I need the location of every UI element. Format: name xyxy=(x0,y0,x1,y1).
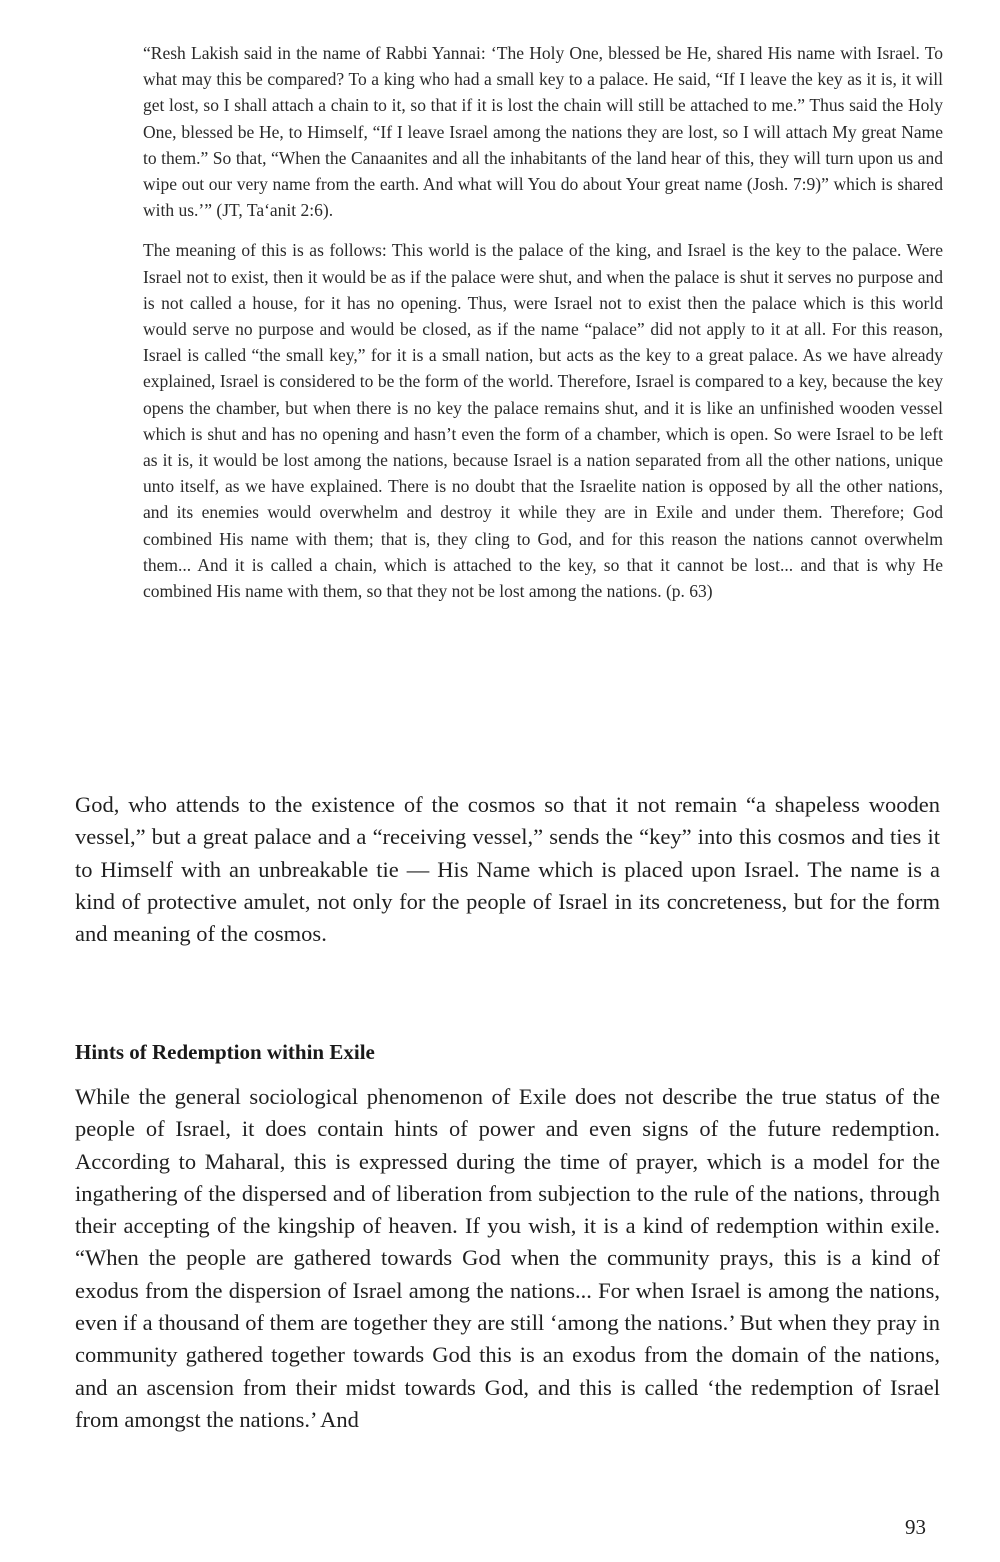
body-paragraph: God, who attends to the existence of the cosmos so that it not remain “a shapeless wooden vessel,” but a great palace and a “receiving vessel,” sends the “key” into this cosmos and ties it to Himself with an unbreakable tie — His Name which is placed upon Israel. The name is a kind of protective amulet, not only for the people of Israel in its concreteness, but for the form and meaning of the cosmos. xyxy=(75,792,940,947)
block-quote xyxy=(143,40,943,604)
section-heading: Hints of Redemption within Exile xyxy=(75,1040,375,1064)
page-number: 93 xyxy=(905,1515,926,1539)
body-text xyxy=(75,789,940,950)
quote-paragraph: “Resh Lakish said in the name of Rabbi Yannai: ‘The Holy One, blessed be He, shared His name with Israel. To what may this be compared? To a king who had a small key to a palace. He said, “If I leave the key as it is, it will get lost, so I shall attach a chain to it, so that if it is lost the chain will still be attached to me.” Thus said the Holy One, blessed be He, to Himself, “If I leave Israel among the nations they are lost, so I will attach My great Name to them.” So that, “When the Canaanites and all the inhabitants of the land hear of this, they will turn upon us and wipe out our very name from the earth. And what will You do about Your great name (Josh. 7:9)” which is shared with us.’” (JT, Ta‘anit 2:6). xyxy=(143,43,943,221)
section-body xyxy=(75,1081,940,1436)
quote-paragraph: The meaning of this is as follows: This world is the palace of the king, and Israel is the key to the palace. Were Israel not to exist, then it would be as if the palace were shut, and when the palace is shut it serves no purpose and is not called a house, for it has no opening. Thus, were Israel not to exist then the palace which is this world would serve no purpose and would be closed, as if the name “palace” did not apply to it at all. For this reason, Israel is called “the small key,” for it is a small nation, but acts as the key to a great palace. As we have already explained, Israel is considered to be the form of the world. Therefore, Israel is compared to a key, because the key opens the chamber, but when there is no key the palace remains shut, and it is like an unfinished wooden vessel which is shut and has no opening and hasn’t even the form of a chamber, which is open. So were Israel to be left as it is, it would be lost among the nations, because Israel is a nation separated from all the other nations, unique unto itself, as we have explained. There is no doubt that the Israelite nation is opposed by all the other nations, and its enemies would overwhelm and destroy it while they are in Exile and under them. Therefore; God combined His name with them; that is, they cling to God, and for this reason the nations cannot overwhelm them... And it is called a chain, which is attached to the key, so that it cannot be lost... and that is why He combined His name with them, so that they not be lost among the nations. (p. 63) xyxy=(143,240,943,602)
section-paragraph: While the general sociological phenomenon of Exile does not describe the true status of the people of Israel, it does contain hints of power and even signs of the future redemption. According to Maharal, this is expressed during the time of prayer, which is a model for the ingathering of the dispersed and of liberation from subjection to the rule of the nations, through their accepting of the kingship of heaven. If you wish, it is a kind of redemption within exile. “When the people are gathered towards God when the community prays, this is a kind of exodus from the dispersion of Israel among the nations... For when Israel is among the nations, even if a thousand of them are together they are still ‘among the nations.’ But when they pray in community gathered together towards God this is an exodus from the domain of the nations, and an ascension from their midst towards God, and this is called ‘the redemption of Israel from amongst the nations.’ And xyxy=(75,1084,940,1432)
